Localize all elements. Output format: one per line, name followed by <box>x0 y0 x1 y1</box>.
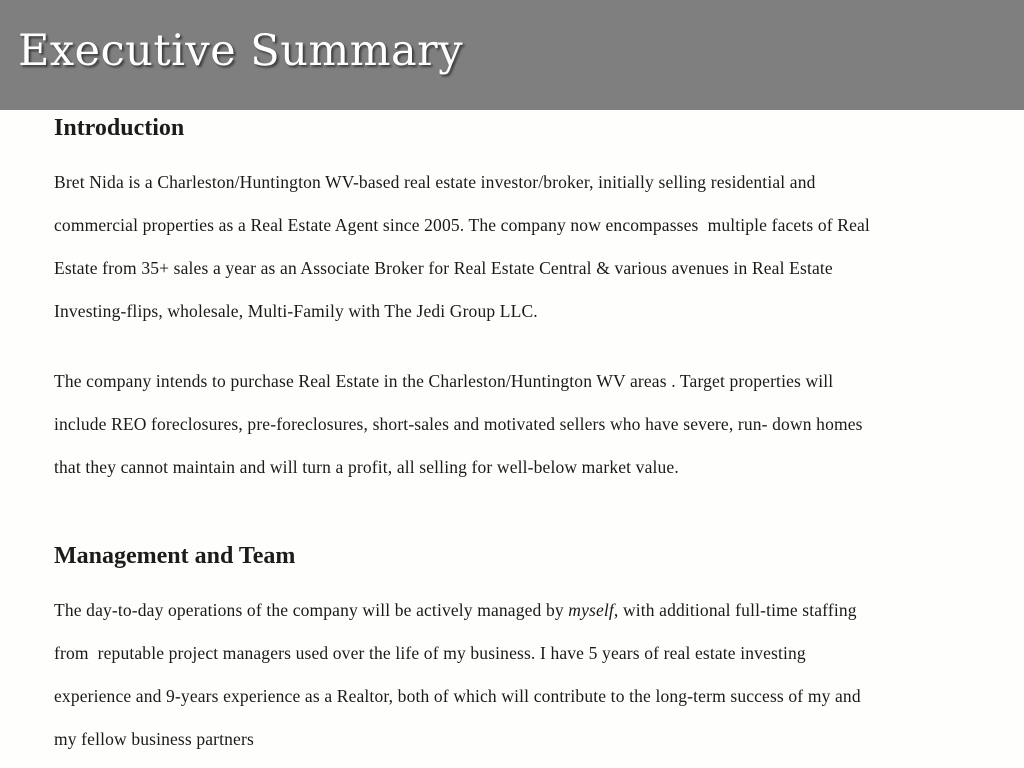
text-span: The day-to-day operations of the company will be actively managed by <box>54 600 569 620</box>
section-heading-management-and-team: Management and Team <box>54 543 296 569</box>
text-line <box>54 600 857 621</box>
section-heading-introduction: Introduction <box>54 115 185 141</box>
text-line: my fellow business partners <box>54 729 254 749</box>
text-span: , with additional full-time staffing <box>613 600 857 620</box>
text-line: Investing-flips, wholesale, Multi-Family with The Jedi Group LLC. <box>54 301 538 321</box>
text-line: from reputable project managers used over the life of my business. I have 5 years of real estate investing <box>54 643 806 663</box>
text-line: that they cannot maintain and will turn a profit, all selling for well-below market value. <box>54 457 679 477</box>
text-line: Estate from 35+ sales a year as an Associate Broker for Real Estate Central & various avenues in Real Estate <box>54 258 833 278</box>
emphasized-text: myself <box>568 600 614 620</box>
text-line: include REO foreclosures, pre-foreclosures, short-sales and motivated sellers who have severe, run- down homes <box>54 414 863 434</box>
slide-header <box>0 0 1024 110</box>
slide-title: Executive Summary <box>18 26 463 76</box>
text-line: Bret Nida is a Charleston/Huntington WV-based real estate investor/broker, initially selling residential and <box>54 172 816 192</box>
text-line: experience and 9-years experience as a Realtor, both of which will contribute to the long-term success of my and <box>54 686 861 706</box>
text-line: The company intends to purchase Real Estate in the Charleston/Huntington WV areas . Target properties will <box>54 371 834 391</box>
text-line: commercial properties as a Real Estate Agent since 2005. The company now encompasses multiple facets of Real <box>54 215 870 235</box>
